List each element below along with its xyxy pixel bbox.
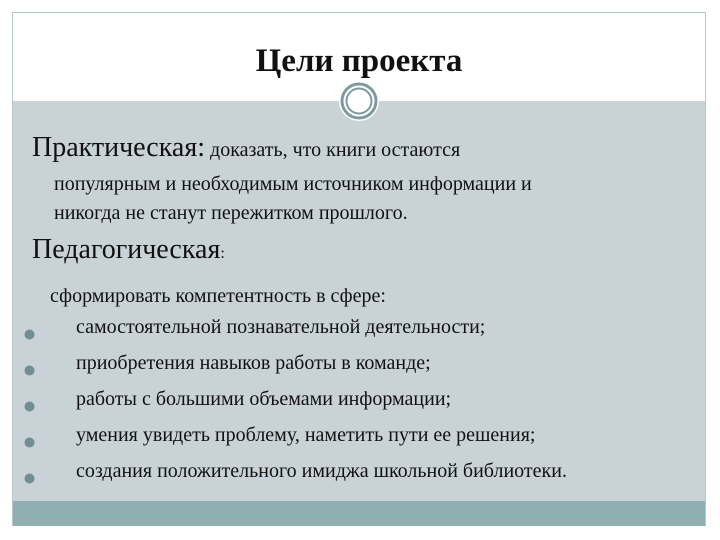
pedagogical-heading: Педагогическая	[32, 234, 221, 265]
practical-goal-line	[32, 132, 460, 164]
bottom-bar	[13, 501, 705, 526]
bullet-dot-icon	[24, 467, 35, 478]
bullet-dot-icon	[24, 323, 35, 334]
practical-colon: :	[197, 132, 206, 163]
bullet-dot-icon	[24, 359, 35, 370]
ring-ornament-icon	[337, 79, 381, 123]
list-item-text: создания положительного имиджа школьной библиотеки.	[76, 460, 567, 482]
practical-lead: доказать, что книги остаются	[205, 139, 461, 161]
bullet-dot-icon	[24, 395, 35, 406]
practical-line-2: никогда не станут пережитком прошлого.	[54, 202, 408, 224]
practical-description	[54, 170, 532, 228]
practical-heading: Практическая	[32, 132, 198, 163]
list-item-text: работы с большими объемами информации;	[76, 388, 452, 410]
slide-title: Цели проекта	[255, 43, 463, 79]
practical-line-1: популярным и необходимым источником информации и	[54, 173, 532, 195]
list-item-text: умения увидеть проблему, наметить пути ее решения;	[76, 424, 536, 446]
pedagogical-intro: сформировать компетентность в сфере:	[50, 285, 386, 307]
list-item-text: самостоятельной познавательной деятельности;	[76, 316, 486, 338]
pedagogical-colon: :	[220, 245, 225, 262]
bullet-dot-icon	[24, 431, 35, 442]
list-item-text: приобретения навыков работы в команде;	[76, 352, 431, 374]
pedagogical-heading-line	[32, 234, 225, 266]
